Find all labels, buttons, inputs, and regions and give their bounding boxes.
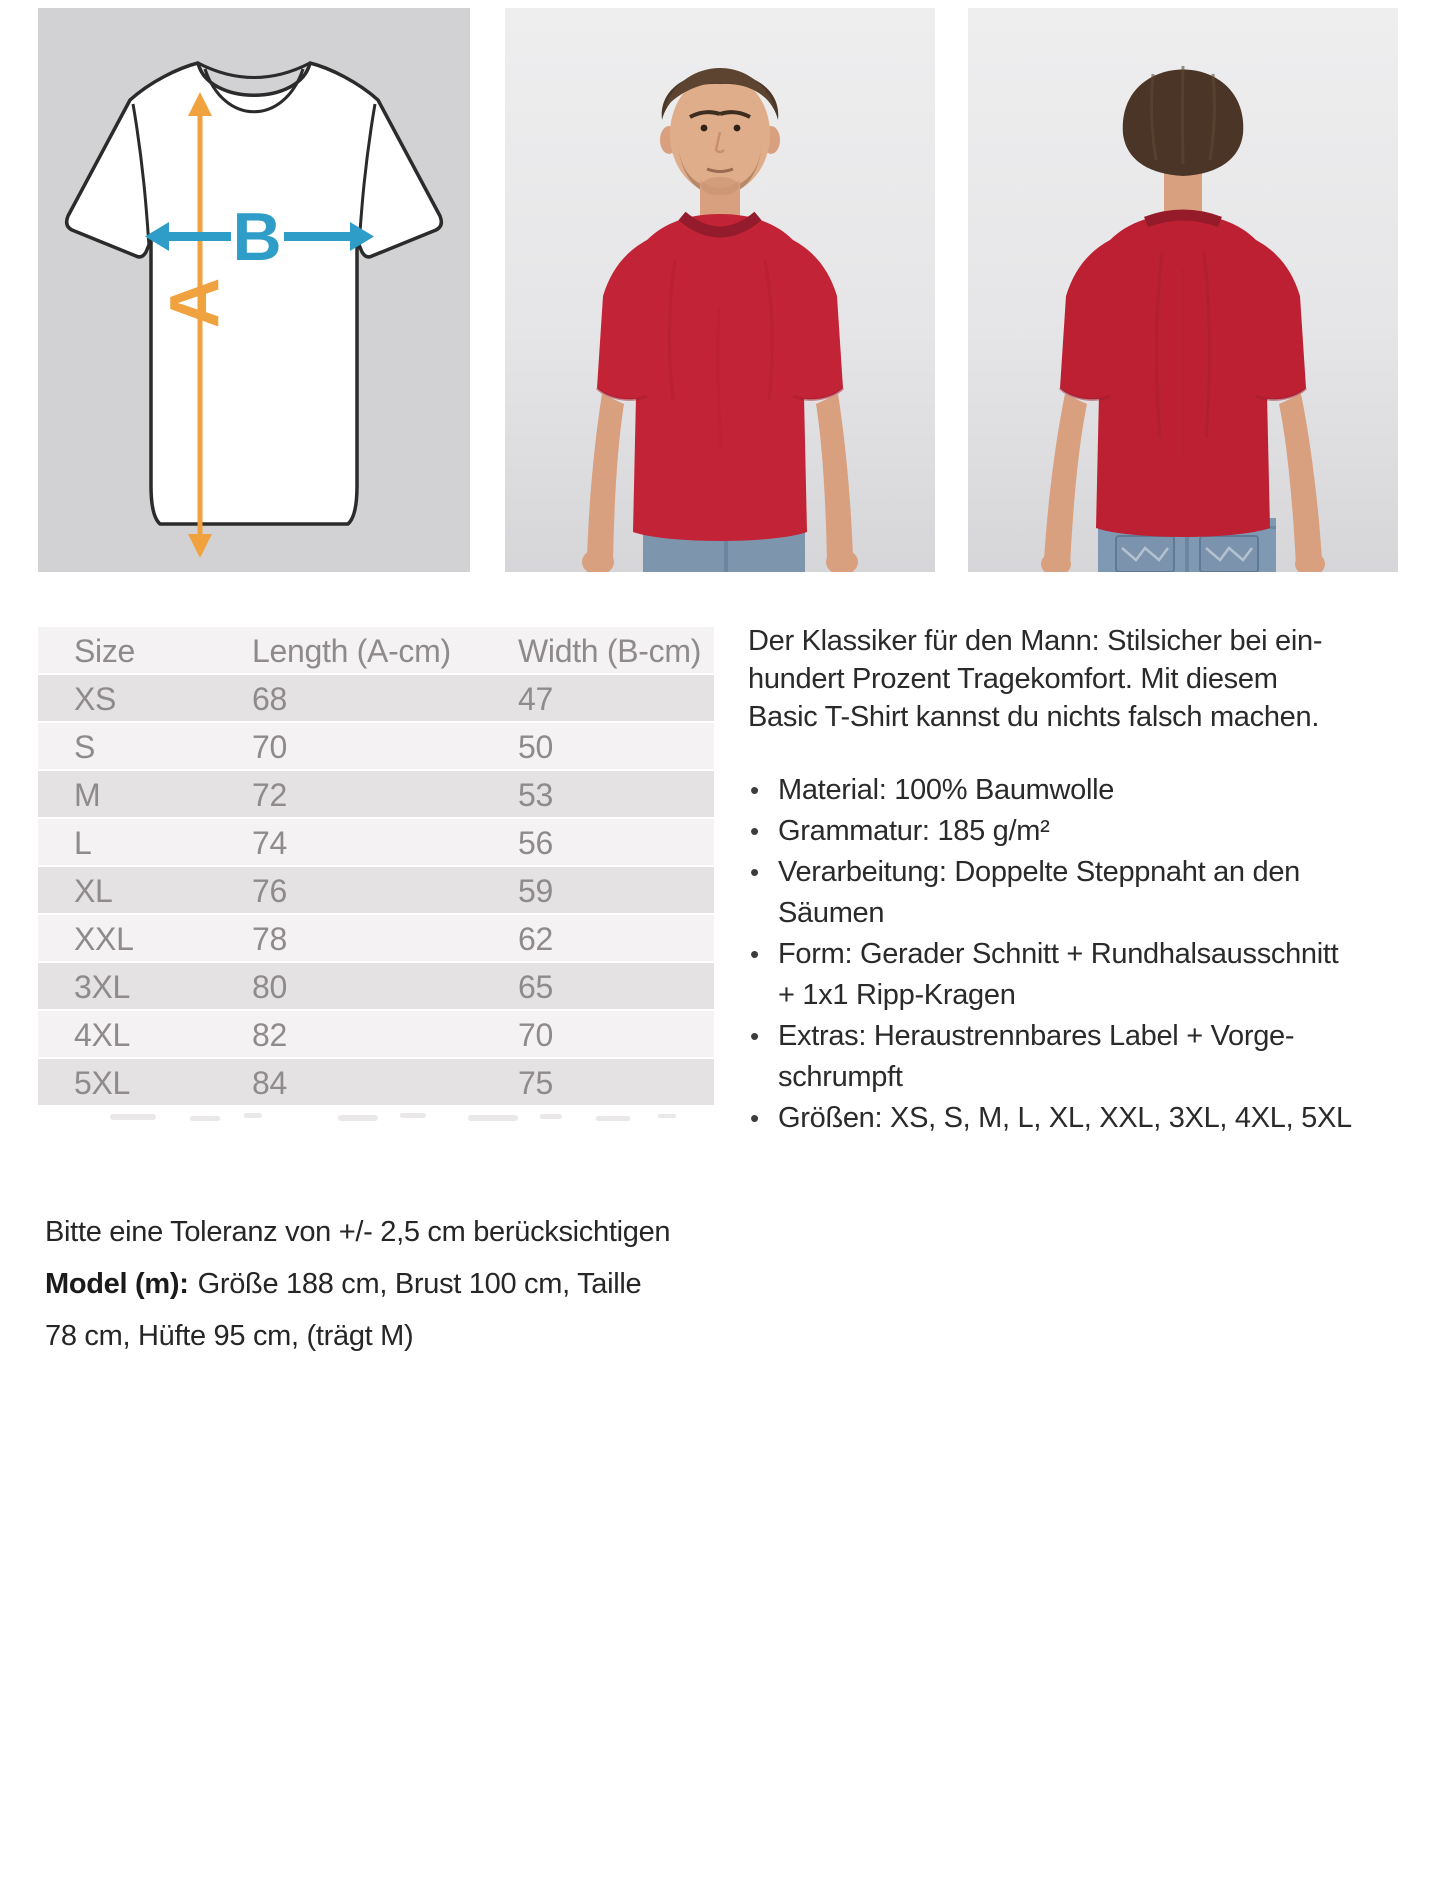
table-torn-edge	[38, 1110, 714, 1130]
table-row-l	[38, 819, 714, 867]
feature-groessen: • Größen: XS, S, M, L, XL, XXL, 3XL, 4XL, 5XL	[748, 1098, 1408, 1139]
product-description	[748, 622, 1408, 1139]
bullet-icon: •	[750, 1021, 759, 1051]
cell-width: 50	[518, 729, 553, 765]
header-length: Length (A-cm)	[252, 633, 451, 669]
head-front	[660, 68, 780, 227]
tshirt-measurement-diagram	[38, 8, 470, 572]
intro-line: Der Klassiker für den Mann: Stilsicher bei ein-	[748, 625, 1323, 657]
cell-size: XL	[74, 873, 113, 909]
cell-size: 5XL	[74, 1065, 131, 1101]
cell-size: L	[74, 825, 92, 861]
table-row-3xl	[38, 963, 714, 1011]
cell-length: 82	[252, 1017, 287, 1053]
cell-size: 3XL	[74, 969, 131, 1005]
header-width: Width (B-cm)	[518, 633, 702, 669]
table-row-xs	[38, 675, 714, 723]
model-front-photo	[505, 8, 935, 572]
head-back	[1123, 66, 1244, 224]
bullet-icon: •	[750, 1103, 759, 1133]
cell-length: 76	[252, 873, 287, 909]
table-row-m	[38, 771, 714, 819]
tshirt-outline	[67, 63, 442, 524]
cell-width: 47	[518, 681, 553, 717]
cell-size: XXL	[74, 921, 134, 957]
description-intro	[748, 622, 1408, 736]
intro-line: hundert Prozent Tragekomfort. Mit diesem	[748, 663, 1278, 695]
cell-width: 75	[518, 1065, 553, 1101]
cell-length: 74	[252, 825, 287, 861]
cell-width: 56	[518, 825, 553, 861]
table-row-s	[38, 723, 714, 771]
size-table-header	[38, 627, 714, 675]
table-row-xl	[38, 867, 714, 915]
cell-length: 84	[252, 1065, 287, 1101]
label-b: B	[232, 199, 282, 275]
tolerance-note: Bitte eine Toleranz von +/- 2,5 cm berücksichtigen	[45, 1216, 671, 1248]
model-front-illustration	[505, 8, 935, 572]
cell-size: XS	[74, 681, 117, 717]
feature-extras: • Extras: Heraustrennbares Label + Vorge- schrumpft	[748, 1016, 1408, 1098]
collar-back-line	[198, 63, 310, 78]
label-a: A	[155, 277, 234, 329]
table-row-xxl	[38, 915, 714, 963]
red-tshirt-front	[597, 214, 843, 541]
cell-size: M	[74, 777, 101, 813]
size-table	[38, 627, 714, 1107]
feature-grammatur: • Grammatur: 185 g/m²	[748, 811, 1408, 852]
table-row-4xl	[38, 1011, 714, 1059]
bullet-icon: •	[750, 816, 759, 846]
table-row-5xl	[38, 1059, 714, 1107]
feature-verarbeitung: • Verarbeitung: Doppelte Steppnaht an den Säumen	[748, 852, 1408, 934]
cell-length: 80	[252, 969, 287, 1005]
bullet-icon: •	[750, 857, 759, 887]
cell-length: 68	[252, 681, 287, 717]
cell-length: 70	[252, 729, 287, 765]
cell-width: 70	[518, 1017, 553, 1053]
cell-width: 53	[518, 777, 553, 813]
model-info-line1: Model (m): Größe 188 cm, Brust 100 cm, Taille	[45, 1268, 642, 1300]
cell-size: S	[74, 729, 96, 765]
cell-length: 72	[252, 777, 287, 813]
feature-form: • Form: Gerader Schnitt + Rundhalsausschnitt + 1x1 Ripp-Kragen	[748, 934, 1408, 1016]
cell-length: 78	[252, 921, 287, 957]
model-label: Model (m):	[45, 1268, 189, 1300]
cell-width: 59	[518, 873, 553, 909]
red-tshirt-back	[1060, 214, 1306, 537]
model-info-line2: 78 cm, Hüfte 95 cm, (trägt M)	[45, 1320, 414, 1352]
feature-material: • Material: 100% Baumwolle	[748, 770, 1408, 811]
cell-width: 65	[518, 969, 553, 1005]
bullet-icon: •	[750, 775, 759, 805]
cell-width: 62	[518, 921, 553, 957]
intro-line: Basic T-Shirt kannst du nichts falsch machen.	[748, 701, 1320, 733]
model-back-illustration	[968, 8, 1398, 572]
feature-list	[748, 770, 1408, 1139]
size-diagram-image	[38, 8, 470, 572]
measurement-notes	[45, 1206, 685, 1362]
model-back-photo	[968, 8, 1398, 572]
bullet-icon: •	[750, 939, 759, 969]
cell-size: 4XL	[74, 1017, 131, 1053]
header-size: Size	[74, 633, 136, 669]
